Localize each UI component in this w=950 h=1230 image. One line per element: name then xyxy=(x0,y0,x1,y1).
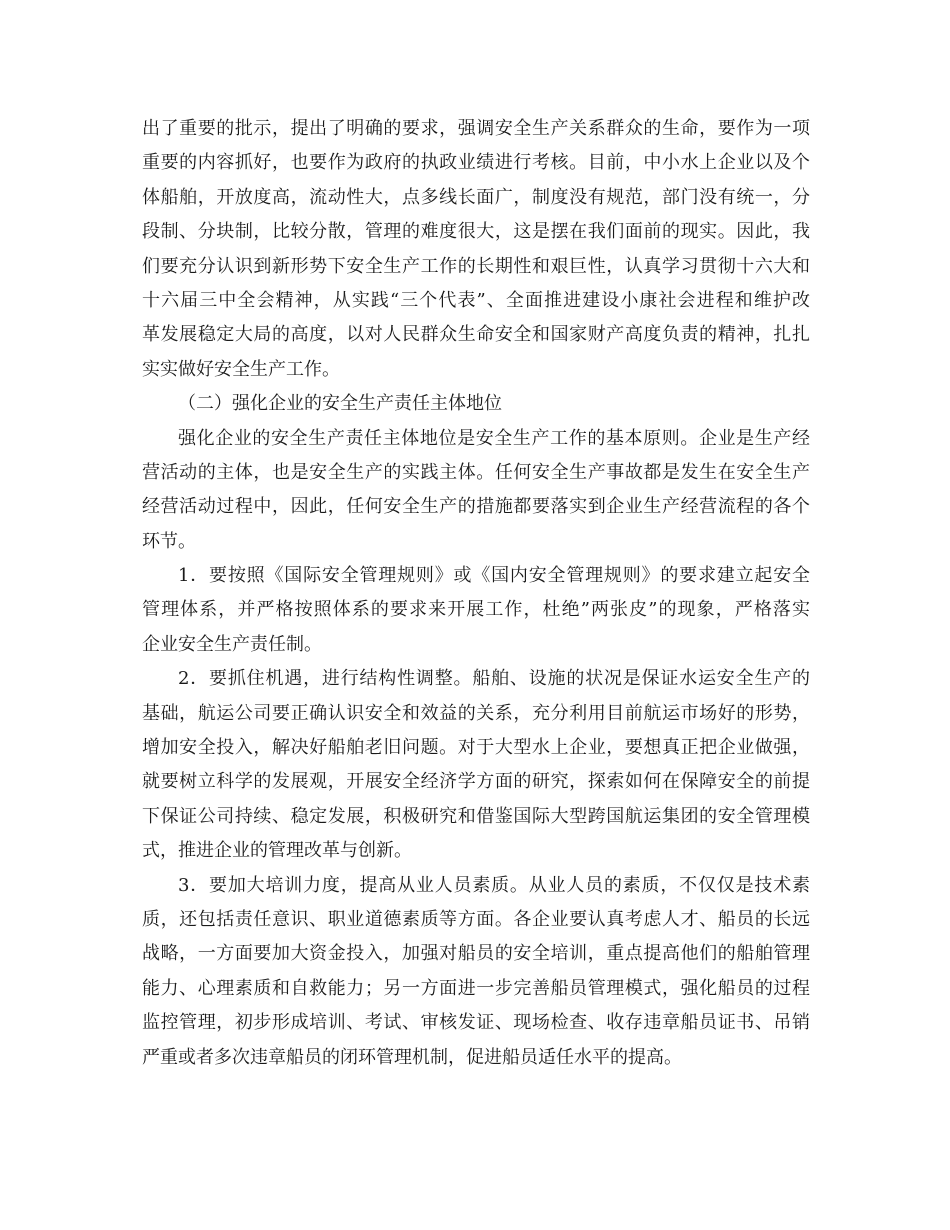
heading-line: （二）强化企业的安全生产责任主体地位 xyxy=(178,393,502,415)
text-line: 监控管理，初步形成培训、考试、审核发证、现场检查、收存违章船员证书、吊销 xyxy=(142,1012,810,1034)
document-body xyxy=(142,112,810,1075)
text-line: 革发展稳定大局的高度，以对人民群众生命安全和国家财产高度负责的精神，扎扎 xyxy=(142,324,810,346)
text-line: 式，推进企业的管理改革与创新。 xyxy=(142,840,412,862)
text-line: 环节。 xyxy=(142,530,196,552)
text-line: 体船舶，开放度高，流动性大，点多线长面广，制度没有规范，部门没有统一，分 xyxy=(142,186,810,208)
text-line: 增加安全投入，解决好船舶老旧问题。对于大型水上企业，要想真正把企业做强， xyxy=(142,737,810,759)
text-line: 十六届三中全会精神，从实践“三个代表”、全面推进建设小康社会进程和维护改 xyxy=(142,289,810,311)
text-line: 管理体系，并严格按照体系的要求来开展工作，杜绝”两张皮”的现象，严格落实 xyxy=(142,599,810,621)
text-line: 2．要抓住机遇，进行结构性调整。船舶、设施的状况是保证水运安全生产的 xyxy=(178,668,810,690)
text-line: 实实做好安全生产工作。 xyxy=(142,358,340,380)
text-line: 强化企业的安全生产责任主体地位是安全生产工作的基本原则。企业是生产经 xyxy=(178,427,810,449)
text-line: 重要的内容抓好，也要作为政府的执政业绩进行考核。目前，中小水上企业以及个 xyxy=(142,152,810,174)
text-line: 3．要加大培训力度，提高从业人员素质。从业人员的素质，不仅仅是技术素 xyxy=(178,874,810,896)
paragraph-item-3 xyxy=(142,869,810,1075)
text-line: 下保证公司持续、稳定发展，积极研究和借鉴国际大型跨国航运集团的安全管理模 xyxy=(142,805,810,827)
text-line: 1．要按照《国际安全管理规则》或《国内安全管理规则》的要求建立起安全 xyxy=(178,565,810,587)
paragraph-item-2 xyxy=(142,662,810,868)
text-line: 基础，航运公司要正确认识安全和效益的关系，充分利用目前航运市场好的形势， xyxy=(142,702,810,724)
text-line: 企业安全生产责任制。 xyxy=(142,633,322,655)
text-line: 段制、分块制，比较分散，管理的难度很大，这是摆在我们面前的现实。因此，我 xyxy=(142,221,810,243)
text-line: 战略，一方面要加大资金投入，加强对船员的安全培训，重点提高他们的船舶管理 xyxy=(142,943,810,965)
text-line: 营活动的主体，也是安全生产的实践主体。任何安全生产事故都是发生在安全生产 xyxy=(142,461,810,483)
paragraph-continuation xyxy=(142,112,810,387)
text-line: 就要树立科学的发展观，开展安全经济学方面的研究，探索如何在保障安全的前提 xyxy=(142,771,810,793)
text-line: 能力、心理素质和自救能力；另一方面进一步完善船员管理模式，强化船员的过程 xyxy=(142,977,810,999)
text-line: 出了重要的批示，提出了明确的要求，强调安全生产关系群众的生命，要作为一项 xyxy=(142,118,810,139)
text-line: 严重或者多次违章船员的闭环管理机制，促进船员适任水平的提高。 xyxy=(142,1046,682,1068)
paragraph-principle xyxy=(142,422,810,560)
paragraph-item-1 xyxy=(142,559,810,662)
text-line: 质，还包括责任意识、职业道德素质等方面。各企业要认真考虑人才、船员的长远 xyxy=(142,908,810,930)
section-heading xyxy=(142,387,810,421)
text-line: 经营活动过程中，因此，任何安全生产的措施都要落实到企业生产经营流程的各个 xyxy=(142,496,810,518)
text-line: 们要充分认识到新形势下安全生产工作的长期性和艰巨性，认真学习贯彻十六大和 xyxy=(142,255,810,277)
